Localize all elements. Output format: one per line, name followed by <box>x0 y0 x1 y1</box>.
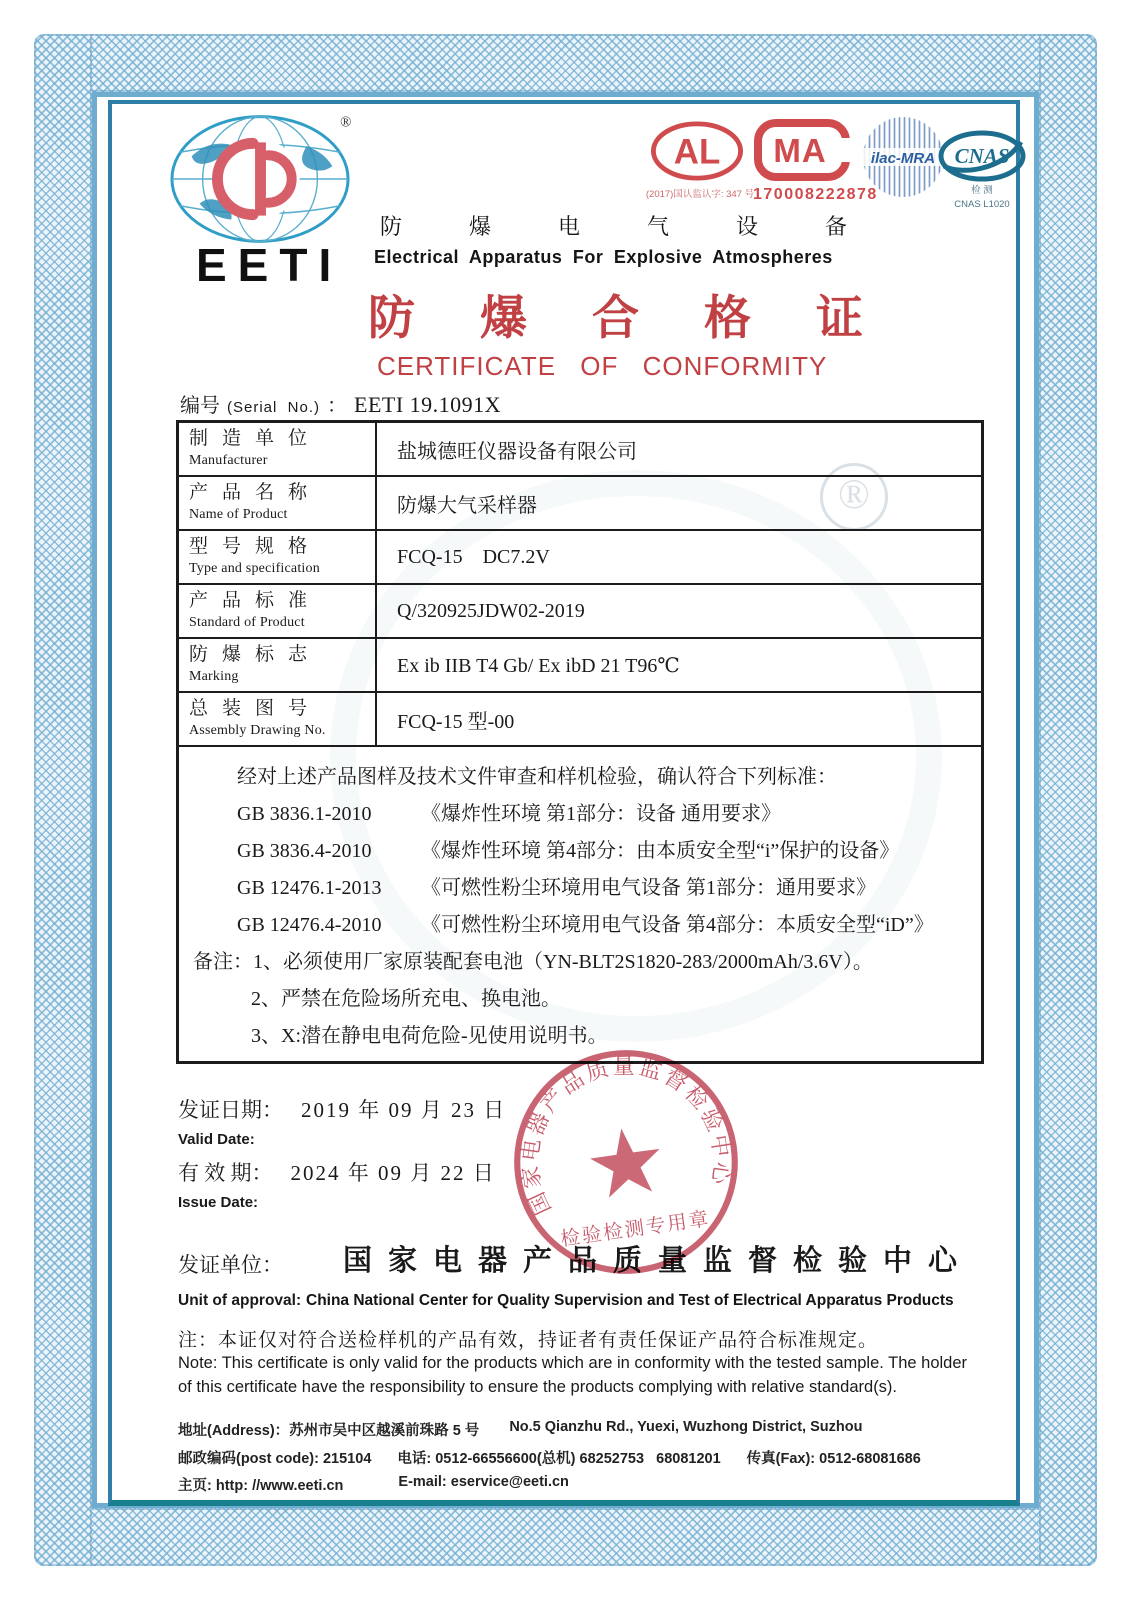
table-row <box>179 639 981 693</box>
row-label-en: Type and specification <box>189 560 320 576</box>
standard-name: 《爆炸性环境 第4部分：由本质安全型“i”保护的设备》 <box>421 840 900 862</box>
svg-text:CNAS: CNAS <box>954 144 1010 168</box>
expiry-date-row <box>178 1157 496 1187</box>
serial-colon: ： <box>327 395 348 417</box>
note-chinese: 注：本证仅对符合送检样机的产品有效，持证者有责任保证产品符合标准规定。 <box>178 1330 879 1351</box>
ilac-mra-logo-icon <box>862 114 944 200</box>
row-label-cell <box>179 423 377 475</box>
footer-contact-line <box>178 1447 921 1468</box>
header-english: Electrical Apparatus For Explosive Atmospheres <box>374 247 833 267</box>
remark-line <box>193 944 971 981</box>
standard-item <box>193 907 971 944</box>
standard-item <box>193 833 971 870</box>
stamp-star <box>587 1124 666 1200</box>
note-english-line1: Note: This certificate is only valid for the products which are in conformity with the tested sample. The holder <box>178 1354 968 1372</box>
row-label-en: Assembly Drawing No. <box>189 722 326 738</box>
issue-date-row <box>178 1094 506 1124</box>
valid-date-caption: Valid Date: <box>178 1131 255 1148</box>
stamp-banner-text: 检验检测专用章 <box>559 1208 712 1251</box>
issue-date-label: 发证日期： <box>178 1098 283 1122</box>
footer-fax: 传真(Fax): 0512-68081686 <box>746 1451 921 1467</box>
remark-line: 3、X:潜在静电电荷危险-见使用说明书。 <box>251 1025 608 1047</box>
remark-item: 1、必须使用厂家原装配套电池（YN-BLT2S1820-283/2000mAh/3.6V）。 <box>253 951 873 973</box>
inspection-stamp-icon <box>493 1029 760 1296</box>
standard-code: GB 3836.4-2010 <box>237 840 372 862</box>
standards-box <box>179 747 981 1061</box>
issue-date-caption: Issue Date: <box>178 1194 259 1211</box>
serial-label-en: (Serial No.) <box>227 399 321 416</box>
svg-text:ilac-MRA: ilac-MRA <box>870 150 936 167</box>
table-row <box>179 423 981 477</box>
footer-web-line <box>178 1474 569 1495</box>
cma-logo-icon <box>752 118 852 182</box>
al-caption: (2017)国认监认字: 347 号 <box>645 189 755 200</box>
row-label-en: Standard of Product <box>189 614 305 630</box>
row-label-cn: 型号规格 <box>189 536 322 557</box>
row-value: FCQ-15 型-00 <box>397 710 515 733</box>
row-label-cell <box>179 693 377 745</box>
svg-text:AL: AL <box>673 132 721 172</box>
cnas-caption-cn: 检 测 <box>971 185 993 196</box>
serial-number-row <box>180 389 501 418</box>
row-value: 盐城德旺仪器设备有限公司 <box>397 440 637 463</box>
row-label-cn: 产品名称 <box>189 482 322 503</box>
serial-value: EETI 19.1091X <box>354 392 502 417</box>
row-value: Q/320925JDW02-2019 <box>397 599 585 622</box>
row-label-cell <box>179 531 377 583</box>
remark-label: 备注： <box>193 951 253 973</box>
footer-postcode: 邮政编码(post code): 215104 <box>178 1451 372 1467</box>
standard-name: 《可燃性粉尘环境用电气设备 第1部分：通用要求》 <box>421 877 876 899</box>
lace-border-bottom <box>34 1508 1097 1566</box>
standards-intro: 经对上述产品图样及技术文件审查和样机检验，确认符合下列标准： <box>237 766 837 788</box>
row-label-cn: 产品标准 <box>189 590 322 611</box>
product-table <box>176 420 984 1064</box>
footer-phone: 电话: 0512-66556600(总机) 68252753 68081201 <box>397 1451 721 1467</box>
approval-unit-value-en: China National Center for Quality Supervision and Test of Electrical Apparatus Products <box>306 1292 954 1309</box>
standard-item <box>193 870 971 907</box>
row-label-cn: 防爆标志 <box>189 644 322 665</box>
footer-address-line <box>178 1419 862 1440</box>
row-label-cell <box>179 639 377 691</box>
standard-code: GB 3836.1-2010 <box>237 803 372 825</box>
cnas-logo-icon <box>938 130 1026 182</box>
footer-address-en: No.5 Qianzhu Rd., Yuexi, Wuzhong District, Suzhou <box>509 1419 863 1435</box>
table-row <box>179 531 981 585</box>
al-accreditation-logo-icon <box>648 120 746 182</box>
eeti-globe-logo-icon <box>166 112 354 246</box>
standard-code: GB 12476.1-2013 <box>237 877 382 899</box>
standard-code: GB 12476.4-2010 <box>237 914 382 936</box>
note-english-line2: of this certificate have the responsibility to ensure the products complying with relative standard(s). <box>178 1378 898 1396</box>
footer-homepage: 主页: http: //www.eeti.cn <box>178 1478 344 1494</box>
table-row <box>179 477 981 531</box>
certificate-title-chinese: 防爆合格证 <box>368 293 928 345</box>
standard-name: 《爆炸性环境 第1部分：设备 通用要求》 <box>421 803 781 825</box>
lace-border-left <box>34 34 92 1566</box>
row-value: 防爆大气采样器 <box>397 494 537 517</box>
issue-date-value: 2019 年 09 月 23 日 <box>301 1098 507 1122</box>
serial-label-cn: 编号 <box>180 395 220 417</box>
approval-unit-label: 发证单位： <box>178 1253 283 1277</box>
registered-trademark-watermark: ® <box>820 463 888 531</box>
stamp-ring-text: 国家电器产品质量监督检验中心 <box>517 1053 735 1219</box>
row-label-cn: 总装图号 <box>189 698 322 719</box>
remark-line: 2、严禁在危险场所充电、换电池。 <box>251 988 561 1010</box>
row-value: Ex ib IIB T4 Gb/ Ex ibD 21 T96℃ <box>397 654 680 677</box>
svg-text:MA: MA <box>773 132 827 169</box>
approval-unit-label-en: Unit of approval: <box>178 1292 302 1309</box>
row-label-en: Name of Product <box>189 506 288 522</box>
row-value: FCQ-15 DC7.2V <box>397 545 550 568</box>
footer-address-cn: 地址(Address)：苏州市吴中区越溪前珠路 5 号 <box>178 1423 480 1439</box>
table-row <box>179 693 981 747</box>
footer-email: E-mail: eservice@eeti.cn <box>398 1474 569 1490</box>
row-label-en: Manufacturer <box>189 452 268 468</box>
row-label-cell <box>179 477 377 529</box>
eeti-wordmark: EETI <box>196 239 343 291</box>
lace-border-top <box>34 34 1097 92</box>
cma-certificate-number: 170008222878 <box>753 186 878 203</box>
registered-mark-glyph: ® <box>340 114 352 131</box>
certificate-title-english: CERTIFICATE OF CONFORMITY <box>377 351 828 381</box>
standard-item <box>193 796 971 833</box>
cnas-caption-code: CNAS L1020 <box>954 198 1010 210</box>
expiry-date-value: 2024 年 09 月 22 日 <box>290 1161 496 1185</box>
approval-unit-value-cn: 国家电器产品质量监督检验中心 <box>343 1245 974 1277</box>
lace-border-right <box>1039 34 1097 1566</box>
table-row <box>179 585 981 639</box>
row-label-cn: 制造单位 <box>189 428 322 449</box>
cnas-caption <box>936 184 1028 212</box>
expiry-date-label: 有 效 期： <box>178 1161 273 1185</box>
header-chinese: 防爆电气设备 <box>380 214 915 239</box>
standard-name: 《可燃性粉尘环境用电气设备 第4部分：本质安全型“iD”》 <box>421 914 934 936</box>
row-label-en: Marking <box>189 668 239 684</box>
row-label-cell <box>179 585 377 637</box>
